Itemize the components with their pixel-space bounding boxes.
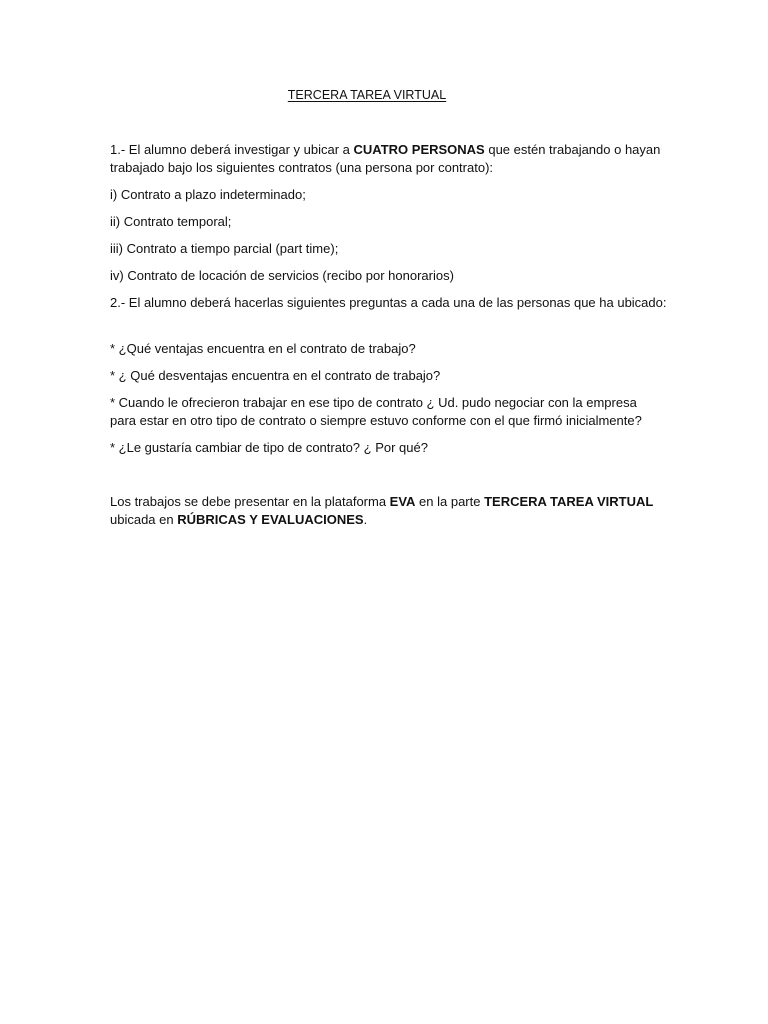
item-1-text-pre: 1.- El alumno deberá investigar y ubicar a <box>110 142 354 157</box>
question-3-line-2: para estar en otro tipo de contrato o siempre estuvo conforme con el que firmó inicialmente? <box>110 413 642 428</box>
closing-paragraph <box>110 493 670 529</box>
question-3-line-1: * Cuando le ofrecieron trabajar en ese tipo de contrato ¿ Ud. pudo negociar con la empresa <box>110 395 637 410</box>
question-2: * ¿ Qué desventajas encuentra en el contrato de trabajo? <box>110 368 441 383</box>
contract-item-4: iv) Contrato de locación de servicios (recibo por honorarios) <box>110 268 454 283</box>
item-1-paragraph <box>110 141 670 177</box>
item-1-text-post: que estén trabajando o hayan <box>484 142 661 157</box>
item-1-bold-text: CUATRO PERSONAS <box>353 142 485 157</box>
contract-item-2: ii) Contrato temporal; <box>110 214 232 229</box>
document-body <box>110 141 670 538</box>
contract-item-3: iii) Contrato a tiempo parcial (part time); <box>110 241 339 256</box>
closing-text-pre: Los trabajos se debe presentar en la plataforma <box>110 494 390 509</box>
item-2-paragraph: 2.- El alumno deberá hacerlas siguientes preguntas a cada una de las personas que ha ubicado: <box>110 295 667 310</box>
closing-text-mid: en la parte <box>415 494 485 509</box>
closing-bold-eva: EVA <box>389 494 416 509</box>
contract-item-1: i) Contrato a plazo indeterminado; <box>110 187 306 202</box>
item-1-text-line2: trabajado bajo los siguientes contratos (una persona por contrato): <box>110 160 494 175</box>
closing-text-line2-pre: ubicada en <box>110 512 178 527</box>
document-title: TERCERA TAREA VIRTUAL <box>287 88 447 102</box>
question-1: * ¿Qué ventajas encuentra en el contrato de trabajo? <box>110 341 416 356</box>
closing-bold-task-name: TERCERA TAREA VIRTUAL <box>484 494 654 509</box>
closing-bold-section-name: RÚBRICAS Y EVALUACIONES <box>177 512 364 527</box>
question-3 <box>110 394 670 430</box>
closing-text-line2-post: . <box>363 512 368 527</box>
question-4: * ¿Le gustaría cambiar de tipo de contrato? ¿ Por qué? <box>110 440 428 455</box>
